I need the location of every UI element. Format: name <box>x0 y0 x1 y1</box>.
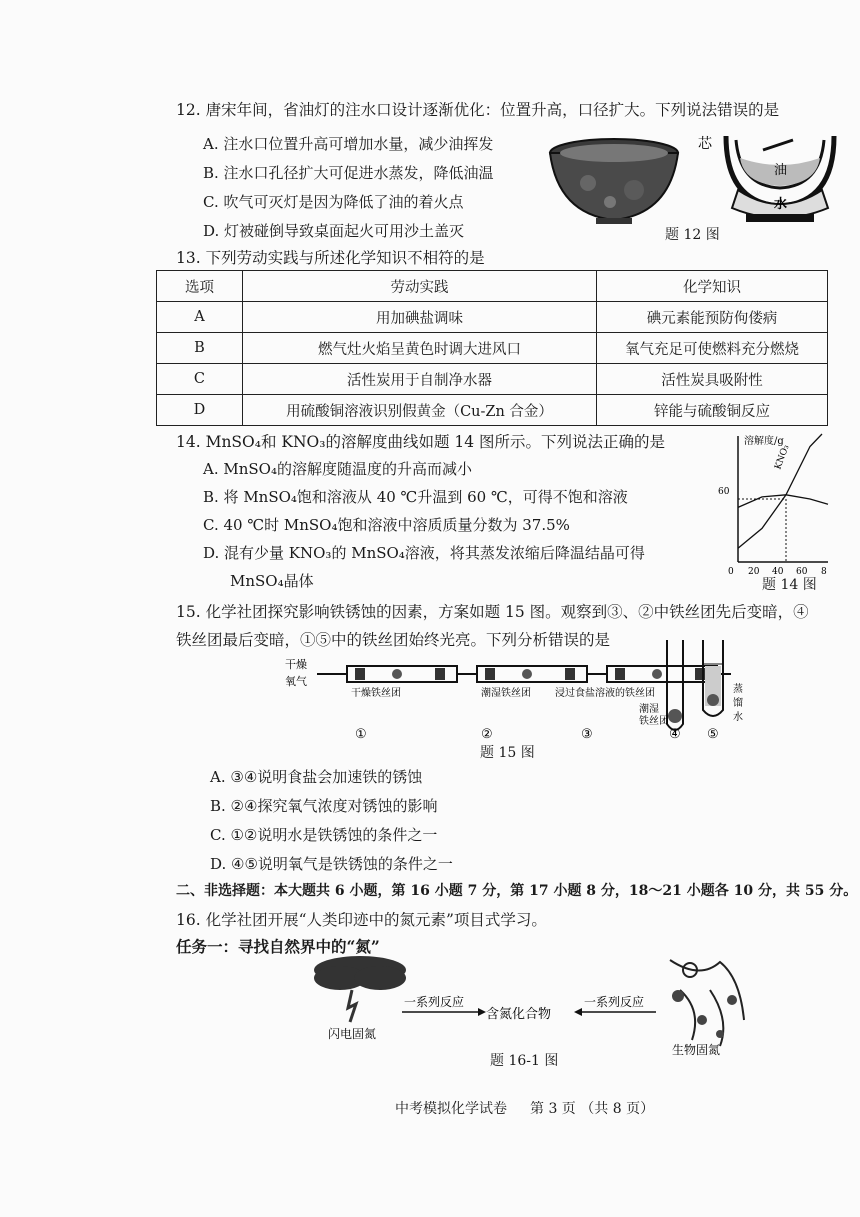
table-row <box>157 302 828 333</box>
x-tick-60: 60 <box>796 567 808 577</box>
q15-stem-line2: 铁丝团最后变暗，①⑤中的铁丝团始终光亮。下列分析错误的是 <box>176 631 611 649</box>
x-tick-0: 0 <box>728 567 734 577</box>
tube-3 <box>607 666 717 682</box>
wet-label-2: 铁丝团 <box>639 716 669 727</box>
lightning-cloud-image <box>314 956 406 1022</box>
row-a-knowledge: 碘元素能预防佝偻病 <box>597 302 828 333</box>
q13-table <box>156 270 828 426</box>
q16-figure <box>300 950 760 1060</box>
row-b-practice: 燃气灶火焰呈黄色时调大进风口 <box>242 333 596 364</box>
q12-caption: 题 12 图 <box>665 227 720 243</box>
oil-label: 油 <box>774 163 788 178</box>
q14-option-d: D. 混有少量 KNO₃的 MnSO₄溶液，将其蒸发浓缩后降温结晶可得 <box>203 544 645 562</box>
q14-caption: 题 14 图 <box>762 577 817 593</box>
tube-2 <box>477 666 587 682</box>
tube-1-label: 干燥铁丝团 <box>351 688 401 699</box>
q16-caption: 题 16-1 图 <box>490 1053 559 1069</box>
q14-option-d-cont: MnSO₄晶体 <box>230 572 314 590</box>
row-a-practice: 用加碘盐调味 <box>242 302 596 333</box>
wet-label-1: 潮湿 <box>639 704 659 715</box>
water-label-1: 蒸 <box>733 684 743 695</box>
gas-label-2: 氧气 <box>285 675 307 688</box>
test-tube-5 <box>703 640 723 716</box>
q15-stem-line1: 15. 化学社团探究影响铁锈蚀的因素，方案如题 15 图。观察到③、②中铁丝团先后变暗，④ <box>176 603 809 621</box>
right-arrow-label: 一系列反应 <box>584 995 645 1009</box>
num-1: ① <box>355 727 367 742</box>
q12-option-d: D. 灯被碰倒导致桌面起火可用沙土盖灭 <box>203 222 465 240</box>
q16-stem: 16. 化学社团开展“人类印迹中的氮元素”项目式学习。 <box>176 911 547 929</box>
row-a-option: A <box>157 302 243 333</box>
wick-label: 芯 <box>698 136 712 152</box>
row-c-option: C <box>157 364 243 395</box>
q15-option-a: A. ③④说明食盐会加速铁的锈蚀 <box>210 768 423 786</box>
row-c-knowledge: 活性炭具吸附性 <box>597 364 828 395</box>
header-knowledge: 化学知识 <box>597 271 828 302</box>
water-label: 水 <box>774 197 788 212</box>
y-tick-60: 60 <box>718 487 730 497</box>
q14-option-c: C. 40 ℃时 MnSO₄饱和溶液中溶质质量分数为 37.5% <box>203 516 570 534</box>
kno3-series-label: KNO₃ <box>773 443 792 472</box>
plant-root-image <box>670 960 744 1046</box>
q12-stem: 12. 唐宋年间，省油灯的注水口设计逐渐优化：位置升高，口径扩大。下列说法错误的是 <box>176 101 780 119</box>
lightning-fixation-label: 闪电固氮 <box>328 1027 377 1041</box>
footer-title: 中考模拟化学试卷 <box>395 1101 507 1117</box>
mnso4-curve <box>738 495 828 508</box>
center-label: 含氮化合物 <box>486 1007 552 1022</box>
q15-option-d: D. ④⑤说明氧气是铁锈蚀的条件之一 <box>210 855 453 873</box>
q13-stem: 13. 下列劳动实践与所述化学知识不相符的是 <box>176 249 485 267</box>
row-b-knowledge: 氧气充足可使燃料充分燃烧 <box>597 333 828 364</box>
table-row <box>157 333 828 364</box>
q14-option-b: B. 将 MnSO₄饱和溶液从 40 ℃升温到 60 ℃，可得不饱和溶液 <box>203 488 628 506</box>
q15-figure <box>285 640 835 760</box>
oil-lamp-photo <box>550 139 678 224</box>
left-arrow-label: 一系列反应 <box>404 995 465 1009</box>
num-2: ② <box>481 727 493 742</box>
q12-option-c: C. 吹气可灭灯是因为降低了油的着火点 <box>203 193 464 211</box>
x-tick-40: 40 <box>772 567 784 577</box>
biological-fixation-label: 生物固氮 <box>672 1043 721 1057</box>
oil-lamp-diagram <box>698 135 834 222</box>
row-d-practice: 用硫酸铜溶液识别假黄金（Cu-Zn 合金） <box>242 395 596 426</box>
table-row <box>157 395 828 426</box>
section-2-header: 二、非选择题：本大题共 6 小题，第 16 小题 7 分，第 17 小题 8 分，18～21 小题各 10 分，共 55 分。 <box>176 883 858 899</box>
table-header-row <box>157 271 828 302</box>
tube-2-label: 潮湿铁丝团 <box>481 688 531 699</box>
q14-option-a: A. MnSO₄的溶解度随温度的升高而减小 <box>203 460 472 478</box>
table-row <box>157 364 828 395</box>
row-c-practice: 活性炭用于自制净水器 <box>242 364 596 395</box>
header-option: 选项 <box>157 271 243 302</box>
y-axis-label: 溶解度/g <box>744 436 784 447</box>
row-b-option: B <box>157 333 243 364</box>
q14-stem: 14. MnSO₄和 KNO₃的溶解度曲线如题 14 图所示。下列说法正确的是 <box>176 433 666 451</box>
q12-option-b: B. 注水口孔径扩大可促进水蒸发，降低油温 <box>203 164 494 182</box>
row-d-knowledge: 锌能与硫酸铜反应 <box>597 395 828 426</box>
x-tick-20: 20 <box>748 567 760 577</box>
row-d-option: D <box>157 395 243 426</box>
num-3: ③ <box>581 727 593 742</box>
tube-1 <box>347 666 457 682</box>
num-5: ⑤ <box>707 727 719 742</box>
footer-page: 第 3 页 （共 8 页） <box>530 1101 655 1117</box>
q12-option-a: A. 注水口位置升高可增加水量，减少油挥发 <box>203 135 494 153</box>
tube-3-label: 浸过食盐溶液的铁丝团 <box>555 688 655 699</box>
q14-solubility-chart <box>718 430 830 578</box>
test-tube-4 <box>667 640 683 730</box>
x-tick-cut: 8 <box>821 567 827 577</box>
header-practice: 劳动实践 <box>242 271 596 302</box>
q16-task1: 任务一：寻找自然界中的“氮” <box>176 937 380 956</box>
num-4: ④ <box>669 727 681 742</box>
water-label-3: 水 <box>733 712 743 723</box>
q15-caption: 题 15 图 <box>480 745 535 761</box>
q15-option-c: C. ①②说明水是铁锈蚀的条件之一 <box>210 826 438 844</box>
q15-option-b: B. ②④探究氧气浓度对锈蚀的影响 <box>210 797 438 815</box>
gas-label-1: 干燥 <box>285 658 307 671</box>
water-label-2: 馏 <box>733 698 743 709</box>
